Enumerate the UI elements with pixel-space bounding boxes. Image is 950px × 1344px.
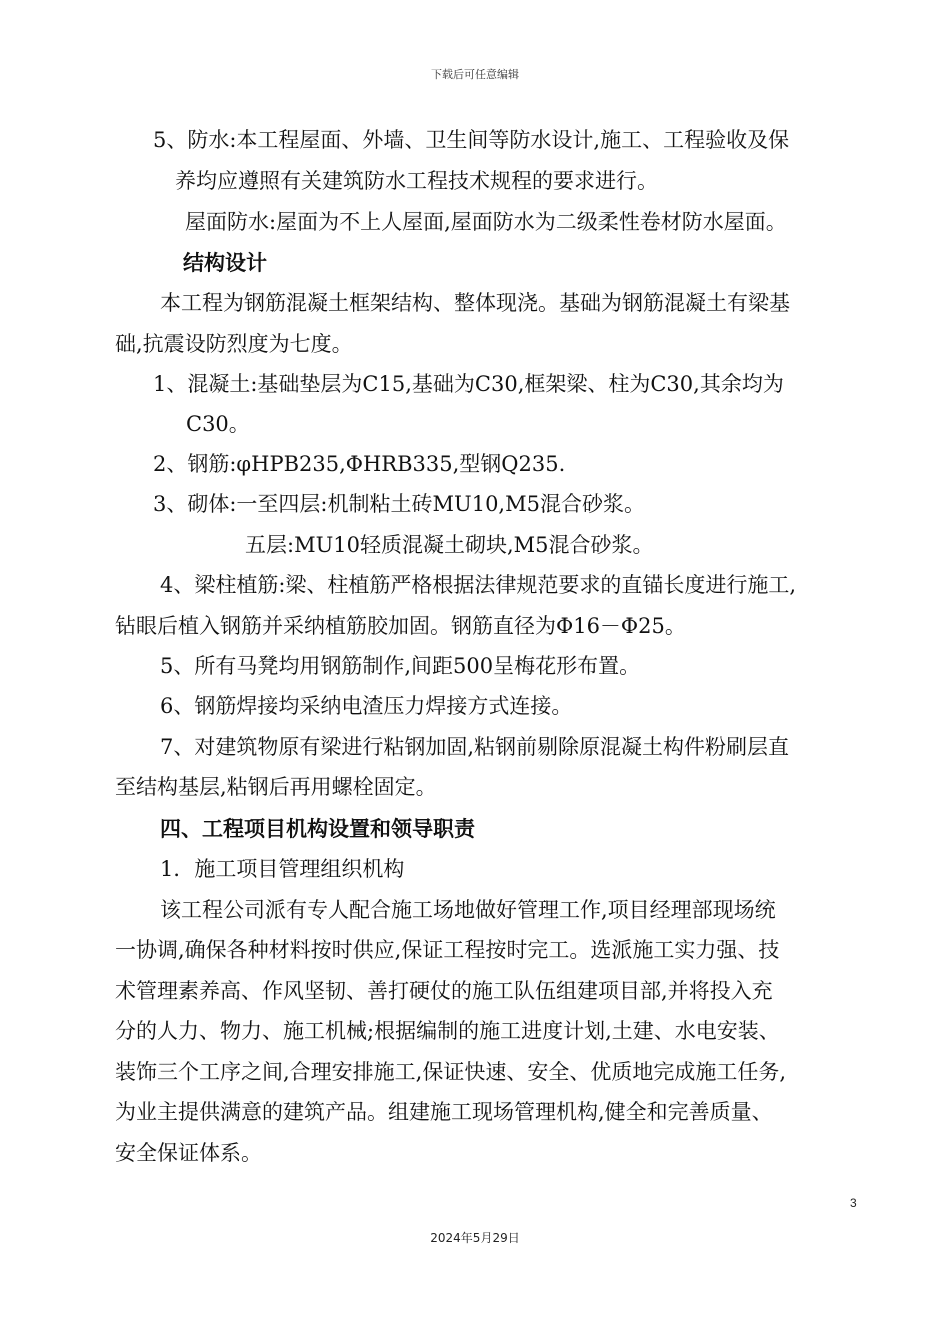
text-line: 5、所有马凳均用钢筋制作,间距500呈梅花形布置。 (160, 654, 641, 678)
text-line: C30。 (186, 412, 250, 436)
text-line: 该工程公司派有专人配合施工场地做好管理工作,项目经理部现场统 (160, 898, 776, 922)
text-line: 装饰三个工序之间,合理安排施工,保证快速、安全、优质地完成施工任务, (115, 1060, 787, 1084)
text-line: 分的人力、物力、施工机械;根据编制的施工进度计划,土建、水电安装、 (115, 1019, 780, 1043)
page-header: 下载后可任意编辑 (431, 68, 519, 81)
text-line: 2、钢筋:φHPB235,ΦHRB335,型钢Q235. (153, 452, 566, 476)
text-line: 5、防水:本工程屋面、外墙、卫生间等防水设计,施工、工程验收及保 (153, 128, 790, 152)
subsection-heading: 1．施工项目管理组织机构 (160, 857, 405, 881)
text-line: 养均应遵照有关建筑防水工程技术规程的要求进行。 (175, 169, 658, 193)
text-line: 础,抗震设防烈度为七度。 (115, 332, 353, 356)
page-footer-date: 2024年5月29日 (430, 1231, 520, 1245)
text-line: 3、砌体:一至四层:机制粘土砖MU10,M5混合砂浆。 (153, 492, 645, 516)
section-heading: 四、工程项目机构设置和领导职责 (160, 816, 475, 841)
text-line: 钻眼后植入钢筋并采纳植筋胶加固。钢筋直径为Φ16－Φ25。 (115, 614, 686, 638)
text-line: 五层:MU10轻质混凝土砌块,M5混合砂浆。 (245, 533, 654, 557)
text-line: 安全保证体系。 (115, 1141, 262, 1165)
text-line: 术管理素养高、作风坚韧、善打硬仗的施工队伍组建项目部,并将投入充 (115, 979, 773, 1003)
text-line: 4、梁柱植筋:梁、柱植筋严格根据法律规范要求的直锚长度进行施工, (160, 573, 797, 597)
text-line: 本工程为钢筋混凝土框架结构、整体现浇。基础为钢筋混凝土有梁基 (160, 291, 790, 315)
text-line: 至结构基层,粘钢后再用螺栓固定。 (115, 775, 437, 799)
text-line: 屋面防水:屋面为不上人屋面,屋面防水为二级柔性卷材防水屋面。 (185, 210, 787, 234)
text-line: 7、对建筑物原有梁进行粘钢加固,粘钢前剔除原混凝土构件粉刷层直 (160, 735, 790, 759)
text-line: 一协调,确保各种材料按时供应,保证工程按时完工。选派施工实力强、技 (115, 938, 780, 962)
text-line: 为业主提供满意的建筑产品。组建施工现场管理机构,健全和完善质量、 (115, 1100, 773, 1124)
text-line: 1、混凝土:基础垫层为C15,基础为C30,框架梁、柱为C30,其余均为 (153, 372, 784, 396)
page-number: 3 (850, 1196, 857, 1210)
text-line: 6、钢筋焊接均采纳电渣压力焊接方式连接。 (160, 694, 573, 718)
section-heading: 结构设计 (183, 250, 267, 275)
